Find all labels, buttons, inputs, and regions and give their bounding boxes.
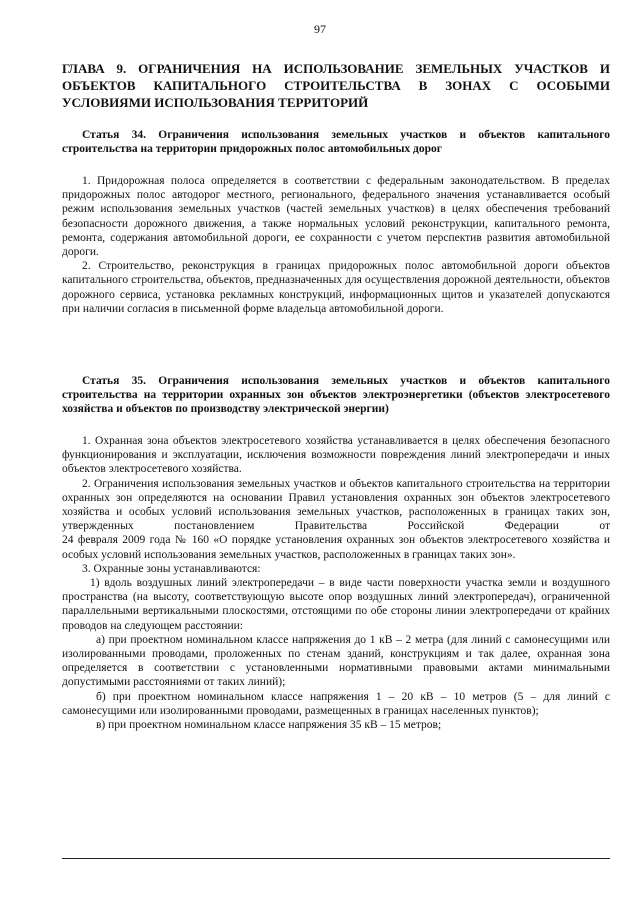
chapter-title: ГЛАВА 9. ОГРАНИЧЕНИЯ НА ИСПОЛЬЗОВАНИЕ ЗЕМЕЛЬНЫХ УЧАСТКОВ И ОБЪЕКТОВ КАПИТАЛЬНОГО СТРОИТЕЛЬСТВА В ЗОНАХ С ОСОБЫМИ УСЛОВИЯМИ ИСПОЛЬЗОВАНИЯ ТЕРРИТОРИЙ: [62, 61, 610, 110]
page-number: 97: [314, 22, 326, 36]
article-35-subitem-v: в) при проектном номинальном классе напряжения 35 кВ – 15 метров;: [96, 719, 442, 732]
article-35-paragraph-2a-wrap: [62, 477, 610, 534]
article-34-paragraph-1: 1. Придорожная полоса определяется в соответствии с федеральным законодательством. В пределах придорожных полос автодорог местного, регионального, федерального значения устанавливается особый режим использования земельных участков (частей земельных участков) в целях обеспечения требований безопасности дорожного движения, а также нормальных условий реконструкции, капитального ремонта, ремонта, содержания автомобильной дороги, ее сохранности с учетом перспектив развития автомобильной дороги.: [62, 175, 610, 259]
article-35: [62, 374, 610, 416]
article-35-subitem-b: б) при проектном номинальном классе напряжения 1 – 20 кВ – 10 метров (5 – для линий с самонесущими или изолированными проводами, размещенных в границах населенных пунктов);: [62, 690, 610, 717]
article-35-paragraph-2b: 24 февраля 2009 года № 160 «О порядке установления охранных зон объектов электросетевого хозяйства и особых условий использования земельных участков, расположенных в границах таких зон».: [62, 534, 610, 561]
article-35-body: [62, 434, 610, 732]
article-34: [62, 128, 610, 156]
article-35-subitem-a: а) при проектном номинальном классе напряжения до 1 кВ – 2 метра (для линий с самонесущими или изолированными проводами, проложенных по стенам зданий, конструкциям и так далее, охранная зона определяется в соответствии с установленными нормативными правовыми актами минимальными допустимыми расстояниями от таких линий);: [62, 633, 610, 689]
article-35-paragraph-2a-end: от: [599, 520, 610, 533]
footer-divider: [62, 858, 610, 859]
article-34-paragraph-2: 2. Строительство, реконструкция в границах придорожных полос автомобильной дороги объектов капитального строительства, объектов, предназначенных для осуществления дорожной деятельности, объектов дорожного сервиса, установка рекламных конструкций, информационных щитов и указателей допускаются при наличии согласия в письменной форме владельца автомобильной дороги.: [62, 260, 610, 315]
article-34-title: Статья 34. Ограничения использования земельных участков и объектов капитального строительства на территории придорожных полос автомобильных дорог: [62, 129, 610, 155]
article-34-body: [62, 174, 610, 316]
article-35-title: Статья 35. Ограничения использования земельных участков и объектов капитального строительства на территории охранных зон объектов электроэнергетики (объектов электросетевого хозяйства и объектов по производству электрической энергии): [62, 375, 610, 415]
article-35-paragraph-3: 3. Охранные зоны устанавливаются:: [82, 562, 261, 575]
article-35-item-1: 1) вдоль воздушных линий электропередачи – в виде части поверхности участка земли и воздушного пространства (на высоту, соответствующую высоте опор воздушных линий электропередач), ограниченной параллельными вертикальными плоскостями, отстоящими по обе стороны линии электропередачи от крайних проводов на следующем расстоянии:: [62, 577, 610, 632]
article-35-paragraph-1: 1. Охранная зона объектов электросетевого хозяйства устанавливается в целях обеспечения безопасного функционирования и эксплуатации, исключения возможности повреждения линий электропередачи и иных объектов электросетевого хозяйства.: [62, 435, 610, 476]
article-35-paragraph-2a: 2. Ограничения использования земельных участков и объектов капитального строительства на территории охранных зон определяются на основании Правил установления охранных зон объектов электросетевого хозяйства и особых условий использования земельных участков, расположенных в границах таких зон, утвержденных постановлением Правительства Российской Федерации: [62, 477, 610, 533]
